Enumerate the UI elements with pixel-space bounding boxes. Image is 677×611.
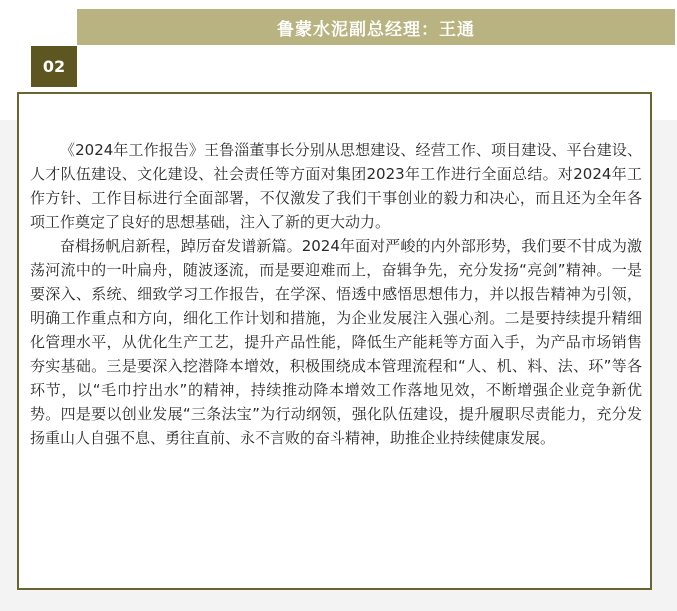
paragraph-summary: 《2024年工作报告》王鲁淄董事长分别从思想建设、经营工作、项目建设、平台建设、人才队伍建设、文化建设、社会责任等方面对集团2023年工作进行全面总结。对2024年工作方针、工作目标进行全面部署，不仅激发了我们干事创业的毅力和决心，而且还为全年各项工作奠定了良好的思想基础，注入了新的更大动力。	[30, 141, 642, 231]
paragraph-plan: 奋楫扬帆启新程，踔厉奋发谱新篇。2024年面对严峻的内外部形势，我们要不甘成为激荡河流中的一叶扁舟，随波逐流，而是要迎难而上，奋辑争先，充分发扬“亮剑”精神。一是要深入、系统、细致学习工作报告，在学深、悟透中感悟思想伟力，并以报告精神为引领，明确工作重点和方向，细化工作计划和措施，为企业发展注入强心剂。二是要持续提升精细化管理水平，从优化生产工艺，提升产品性能，降低生产能耗等方面入手，为产品市场销售夯实基础。三是要深入挖潜降本增效，积极围绕成本管理流程和“人、机、料、法、环”等各环节，以“毛巾拧出水”的精神，持续推动降本增效工作落地见效，不断增强企业竞争新优势。四是要以创业发展“三条法宝”为行动纲领，强化队伍建设，提升履职尽责能力，充分发扬重山人自强不息、勇往直前、永不言败的奋斗精神，助推企业持续健康发展。	[30, 237, 642, 447]
article-box	[17, 92, 652, 590]
section-number-badge	[31, 46, 77, 87]
section-number: 02	[42, 57, 66, 76]
article-body	[30, 138, 642, 450]
page-title: 鲁蒙水泥副总经理：王通	[277, 19, 475, 40]
title-banner	[77, 9, 675, 45]
